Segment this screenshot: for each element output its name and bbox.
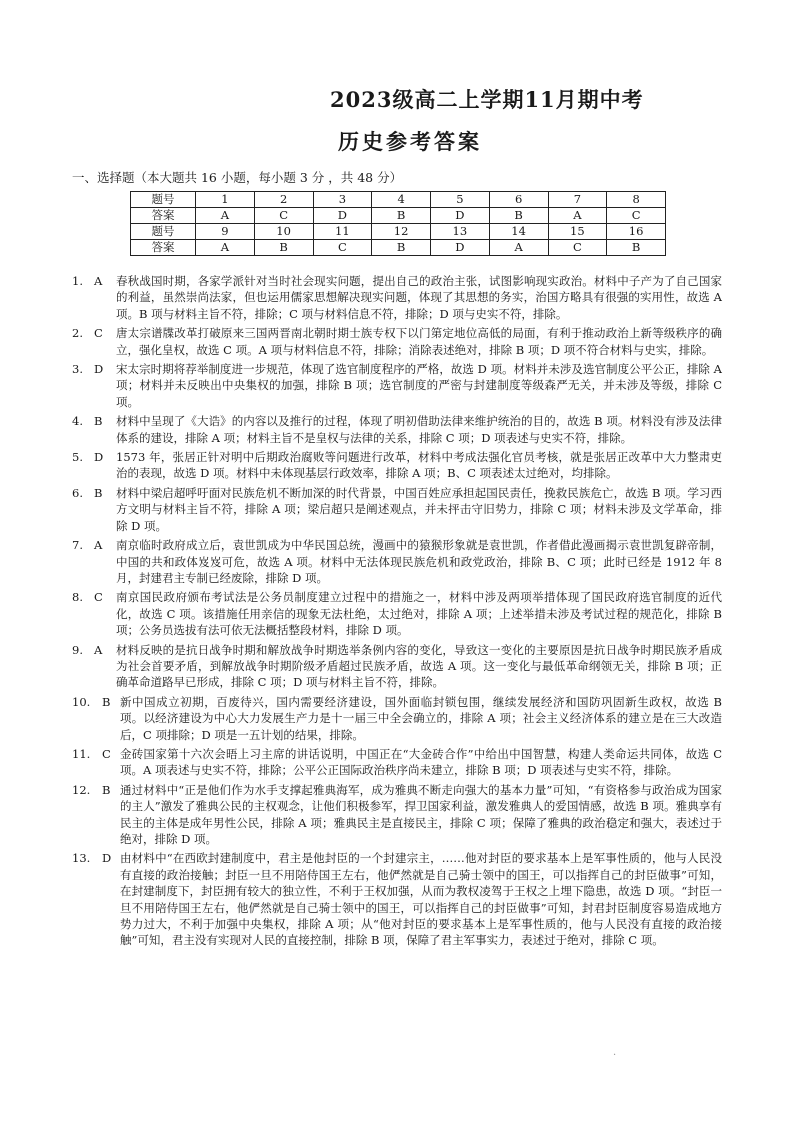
answer-table-cell: B [489, 208, 548, 224]
item-number: 6. [72, 485, 83, 500]
answer-table-cell: 13 [431, 224, 490, 240]
answer-table-cell: 6 [489, 192, 548, 208]
answer-table-cell: 15 [548, 224, 607, 240]
item-answer: B [94, 485, 103, 500]
answer-table-cell: 4 [372, 192, 431, 208]
answer-table-cell: 12 [372, 224, 431, 240]
answer-table-cell: 2 [254, 192, 313, 208]
item-explanation-text: 通过材料中“正是他们作为水手支撑起雅典海军，成为雅典不断走向强大的基本力量”可知，“有资格参与政治成为国家的主人”激发了雅典公民的主权观念，让他们积极参军，捍卫国家利益，激发雅典人的爱国情感，故选 B 项。雅典享有民主的主体是成年男性公民，排除 A 项；雅典民主是直接民主，排除 C 项；保障了雅典的政治稳定和强大，表述过于绝对，排除 D 项。 [120, 782, 722, 846]
item-explanation-text: 唐太宗谱牒改革打破原来三国两晋南北朝时期士族专权下以门第定地位高低的局面，有利于推动政治上新等级秩序的确立，强化皇权，故选 C 项。A 项与材料信息不符，排除；消除表述绝对，排除 B 项；D 项不符合材料与史实，排除。 [116, 326, 722, 357]
item-explanation-text: 南京临时政府成立后，袁世凯成为中华民国总统，漫画中的猿猴形象就是袁世凯，作者借此漫画揭示袁世凯复辟帝制，中国的共和政体岌岌可危，故选 A 项。材料中无法体现民族危机和政党政治，排除 B、C 项；此时已经是 1912 年 8 月，封建君主专制已经废除，排除 D 项。 [116, 538, 722, 585]
item-explanation-text: 新中国成立初期，百废待兴，国内需要经济建设，国外面临封锁包围，继续发展经济和国防巩固新生政权，故选 B 项。以经济建设为中心大力发展生产力是十一届三中全会确立的，排除 A 项；社会主义经济体系的建立是在三大改造后，C 项排除；D 项是一五计划的结果，排除。 [120, 694, 722, 742]
item-number: 12. [72, 782, 91, 797]
page-subtitle: 历史参考答案 [338, 129, 482, 154]
item-explanation-text: 材料反映的是抗日战争时期和解放战争时期选举条例内容的变化，导致这一变化的主要原因是抗日战争时期民族矛盾成为社会首要矛盾，到解放战争时期阶级矛盾超过民族矛盾，故选 A 项。这一变化与最低革命纲领无关，排除 B 项；正确革命道路早已形成，排除 C 项；D 项与材料主旨不符，排除。 [116, 642, 722, 690]
explanation-item [72, 273, 722, 322]
explanation-item [72, 746, 722, 779]
item-explanation-text: 1573 年，张居正针对明中后期政治腐败等问题进行改革，材料中考成法强化官员考核，就是张居正改革中大力整肃吏治的表现，故选 D 项。材料中未体现基层行政效率，排除 A 项；B、C 项表述太过绝对，均排除。 [116, 450, 722, 481]
explanation-list [72, 273, 722, 952]
item-number: 1. [72, 274, 83, 288]
item-answer: D [94, 362, 104, 377]
answer-table-cell: B [372, 240, 431, 256]
item-answer: A [94, 538, 103, 553]
answer-table-cell: B [372, 208, 431, 224]
explanation-item [72, 485, 722, 534]
answer-table-cell: 9 [196, 224, 255, 240]
item-explanation-text: 由材料中“在西欧封建制度中，君主是他封臣的一个封建宗主，……他对封臣的要求基本上是军事性质的，他与人民没有直接的政治接触；封臣一旦不用陪侍国王左右，他俨然就是自己骑士领中的国王，可以指挥自己的封臣做事”可知，在封建制度下，封臣拥有较大的独立性，不利于王权加强，从而为教权凌驾于王权之上埋下隐患，故选 D 项。“封臣一旦不用陪侍国王左右，他俨然就是自己骑士领中的国王，可以指挥自己的封臣做事”可知，封君封臣制度容易造成地方势力过大，不利于加强中央集权，排除 A 项；从“他对封臣的要求基本上是军事性质的，他与人民没有直接的政治接触”可知，君主没有实现对人民的直接控制，排除 B 项，保障了君主军事实力，表述过于绝对，排除 C 项。 [120, 851, 722, 948]
explanation-item [72, 642, 722, 691]
item-number: 10. [72, 694, 91, 709]
item-number: 13. [72, 851, 91, 866]
item-answer: B [94, 414, 103, 429]
answer-table-cell: 5 [431, 192, 490, 208]
explanation-item [72, 413, 722, 446]
answer-table-cell: 11 [313, 224, 372, 240]
explanation-item [72, 782, 722, 848]
explanation-item [72, 325, 722, 358]
answer-table-cell: A [548, 208, 607, 224]
item-explanation-text: 南京国民政府颁布考试法是公务员制度建立过程中的措施之一，材料中涉及两项举措体现了国民政府选官制度的近代化，故选 C 项。该措施任用亲信的现象无法杜绝，太过绝对，排除 A 项；上述举措未涉及考试过程的规范化，排除 B 项；公务员选拔有法可依无法概括整段材料，排除 D 项。 [116, 590, 722, 638]
answer-table-row [131, 192, 666, 208]
page-title: 2023级高二上学期11月期中考 [330, 87, 644, 112]
answer-table-cell: 10 [254, 224, 313, 240]
answer-table-cell: 8 [607, 192, 666, 208]
item-answer: D [102, 851, 112, 866]
explanation-item [72, 589, 722, 638]
answer-table-cell: C [254, 208, 313, 224]
answer-table-row [131, 240, 666, 256]
answer-table-cell: D [313, 208, 372, 224]
answer-table-header-cell: 答案 [131, 208, 196, 224]
item-number: 8. [72, 590, 83, 605]
answer-table-row [131, 208, 666, 224]
item-explanation-text: 宋太宗时期将荐举制度进一步规范，体现了选官制度程序的严格，故选 D 项。材料并未涉及选官制度公平公正，排除 A 项；材料并未反映出中央集权的加强，排除 B 项；选官制度的严密与封建制度等级森严无关，并未涉及等级，排除 C 项。 [116, 362, 722, 409]
item-answer: B [102, 782, 111, 797]
answer-table-header-cell: 题号 [131, 224, 196, 240]
item-answer: C [94, 326, 103, 341]
explanation-item [72, 449, 722, 482]
explanation-item [72, 850, 722, 948]
item-answer: B [102, 694, 111, 709]
answer-table-cell: A [489, 240, 548, 256]
item-answer: A [94, 274, 103, 288]
item-answer: C [94, 590, 103, 605]
explanation-item [72, 694, 722, 743]
answer-table-cell: 16 [607, 224, 666, 240]
item-explanation-text: 金砖国家第十六次会晤上习主席的讲话说明，中国正在“大金砖合作”中给出中国智慧，构建人类命运共同体，故选 C 项。A 项表述与史实不符，排除；公平公正国际政治秩序尚未建立，排除 B 项；D 项表述与史实不符，排除。 [120, 746, 722, 778]
answer-table-cell: D [431, 240, 490, 256]
answer-table [130, 191, 666, 256]
item-number: 5. [72, 450, 83, 465]
item-number: 7. [72, 538, 83, 553]
answer-table-cell: C [548, 240, 607, 256]
item-number: 9. [72, 642, 83, 657]
answer-table-cell: 1 [196, 192, 255, 208]
item-explanation-text: 材料中呈现了《大诰》的内容以及推行的过程，体现了明初借助法律来维护统治的目的，故选 B 项。材料没有涉及法律体系的建设，排除 A 项；材料主旨不是皇权与法律的关系，排除 C 项；D 项表述与史实不符，排除。 [116, 414, 722, 445]
explanation-item [72, 537, 722, 586]
answer-table-cell: C [313, 240, 372, 256]
answer-table-cell: B [607, 240, 666, 256]
answer-table-cell: D [431, 208, 490, 224]
item-explanation-text: 材料中梁启超呼吁面对民族危机不断加深的时代背景，中国百姓应承担起国民责任，挽救民族危亡，故选 B 项。学习西方文明与材料主旨不符，排除 A 项；梁启超只是阐述观点，并未抨击守旧势力，排除 C 项；材料未涉及文学革命，排除 D 项。 [116, 485, 722, 533]
item-number: 2. [72, 326, 83, 341]
page-mark: · [613, 1050, 617, 1061]
item-number: 3. [72, 362, 83, 377]
explanation-item [72, 361, 722, 410]
item-number: 4. [72, 414, 83, 429]
item-answer: A [94, 642, 103, 657]
item-answer: D [94, 450, 104, 465]
item-explanation-text: 春秋战国时期，各家学派针对当时社会现实问题，提出自己的政治主张，试图影响现实政治。材料中子产为了自己国家的利益，虽然崇尚法家，但也运用儒家思想解决现实问题，体现了其思想的务实，治国方略具有很强的实用性，故选 A 项。B 项与材料主旨不符，排除；C 项与材料信息不符，排除；D 项与史实不符，排除。 [116, 274, 722, 321]
item-answer: C [102, 746, 111, 761]
section-heading: 一、选择题（本大题共 16 小题，每小题 3 分 ，共 48 分） [72, 170, 403, 185]
answer-table-cell: A [196, 208, 255, 224]
answer-table-cell: B [254, 240, 313, 256]
answer-table-row [131, 224, 666, 240]
answer-table-cell: 3 [313, 192, 372, 208]
answer-table-cell: 7 [548, 192, 607, 208]
answer-table-cell: C [607, 208, 666, 224]
item-number: 11. [72, 746, 91, 761]
answer-table-cell: 14 [489, 224, 548, 240]
answer-table-header-cell: 题号 [131, 192, 196, 208]
answer-table-cell: A [196, 240, 255, 256]
answer-table-header-cell: 答案 [131, 240, 196, 256]
